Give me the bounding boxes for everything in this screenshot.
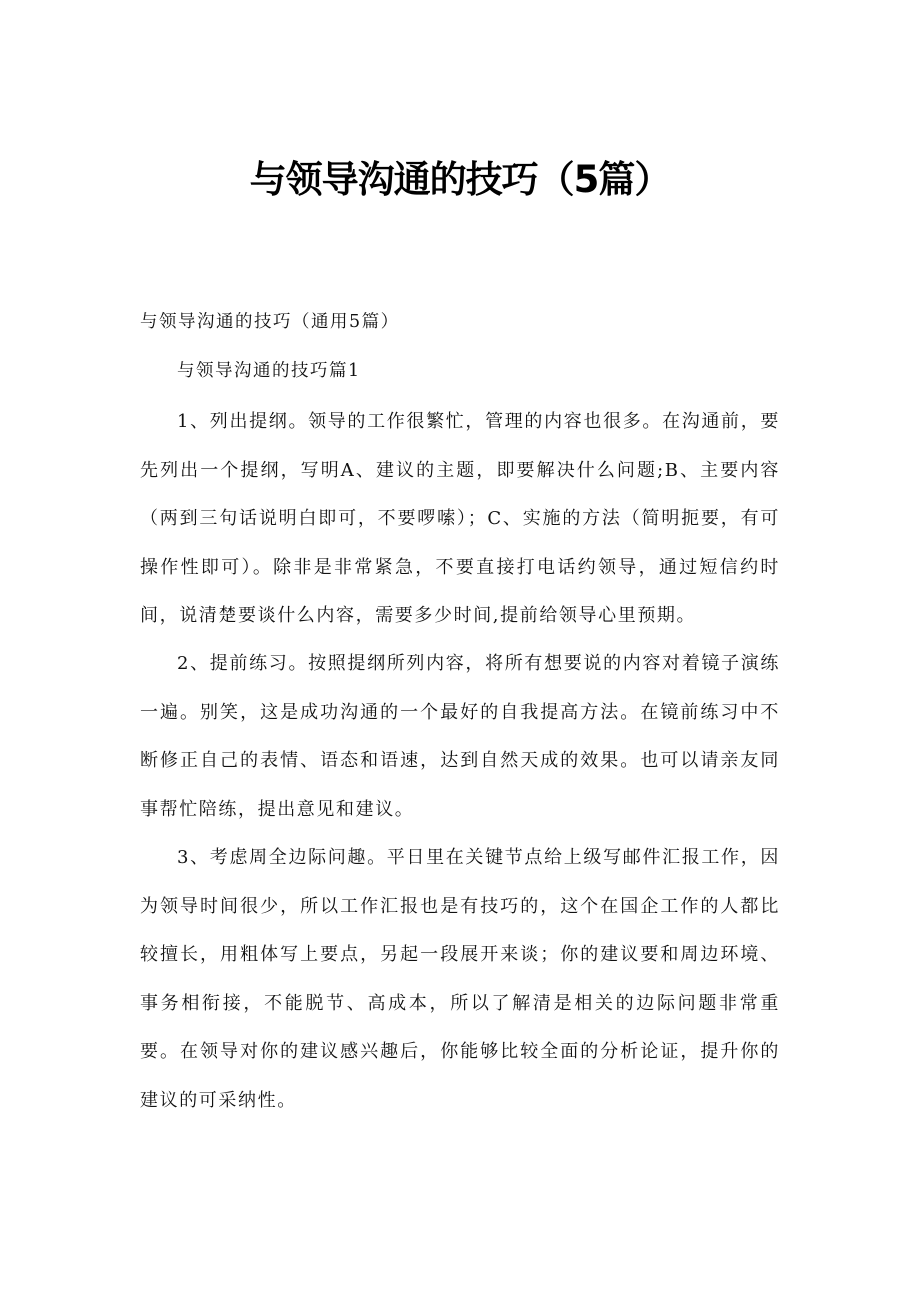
- document-subtitle: 与领导沟通的技巧（通用5篇）: [140, 312, 400, 332]
- paragraph-3: 3、考虑周全边际问趣。平日里在关键节点给上级写邮件汇报工作，因为领导时间很少，所以工作汇报也是有技巧的，这个在国企工作的人都比较擅长，用粗体写上要点，另起一段展开来谈；你的建议要和周边环境、事务相衔接，不能脱节、高成本，所以了解清是相关的边际问题非常重要。在领导对你的建议感兴趣后，你能够比较全面的分析论证，提升你的建议的可采纳性。: [140, 847, 780, 1111]
- section-heading: 与领导沟通的技巧篇1: [177, 361, 361, 381]
- paragraph-1: 1、列出提纲。领导的工作很繁忙，管理的内容也很多。在沟通前，要先列出一个提纲，写明A、建议的主题，即要解决什么问题;B、主要内容（两到三句话说明白即可，不要啰嗦）；C、实施的方法（简明扼要，有可操作性即可）。除非是非常紧急，不要直接打电话约领导，通过短信约时间，说清楚要谈什么内容，需要多少时间,提前给领导心里预期。: [140, 411, 780, 626]
- document-title: 与领导沟通的技巧（5篇）: [249, 158, 671, 201]
- paragraph-2: 2、提前练习。按照提纲所列内容，将所有想要说的内容对着镜子演练一遍。别笑，这是成功沟通的一个最好的自我提高方法。在镜前练习中不断修正自己的表情、语态和语速，达到自然天成的效果。也可以请亲友同事帮忙陪练，提出意见和建议。: [140, 653, 780, 820]
